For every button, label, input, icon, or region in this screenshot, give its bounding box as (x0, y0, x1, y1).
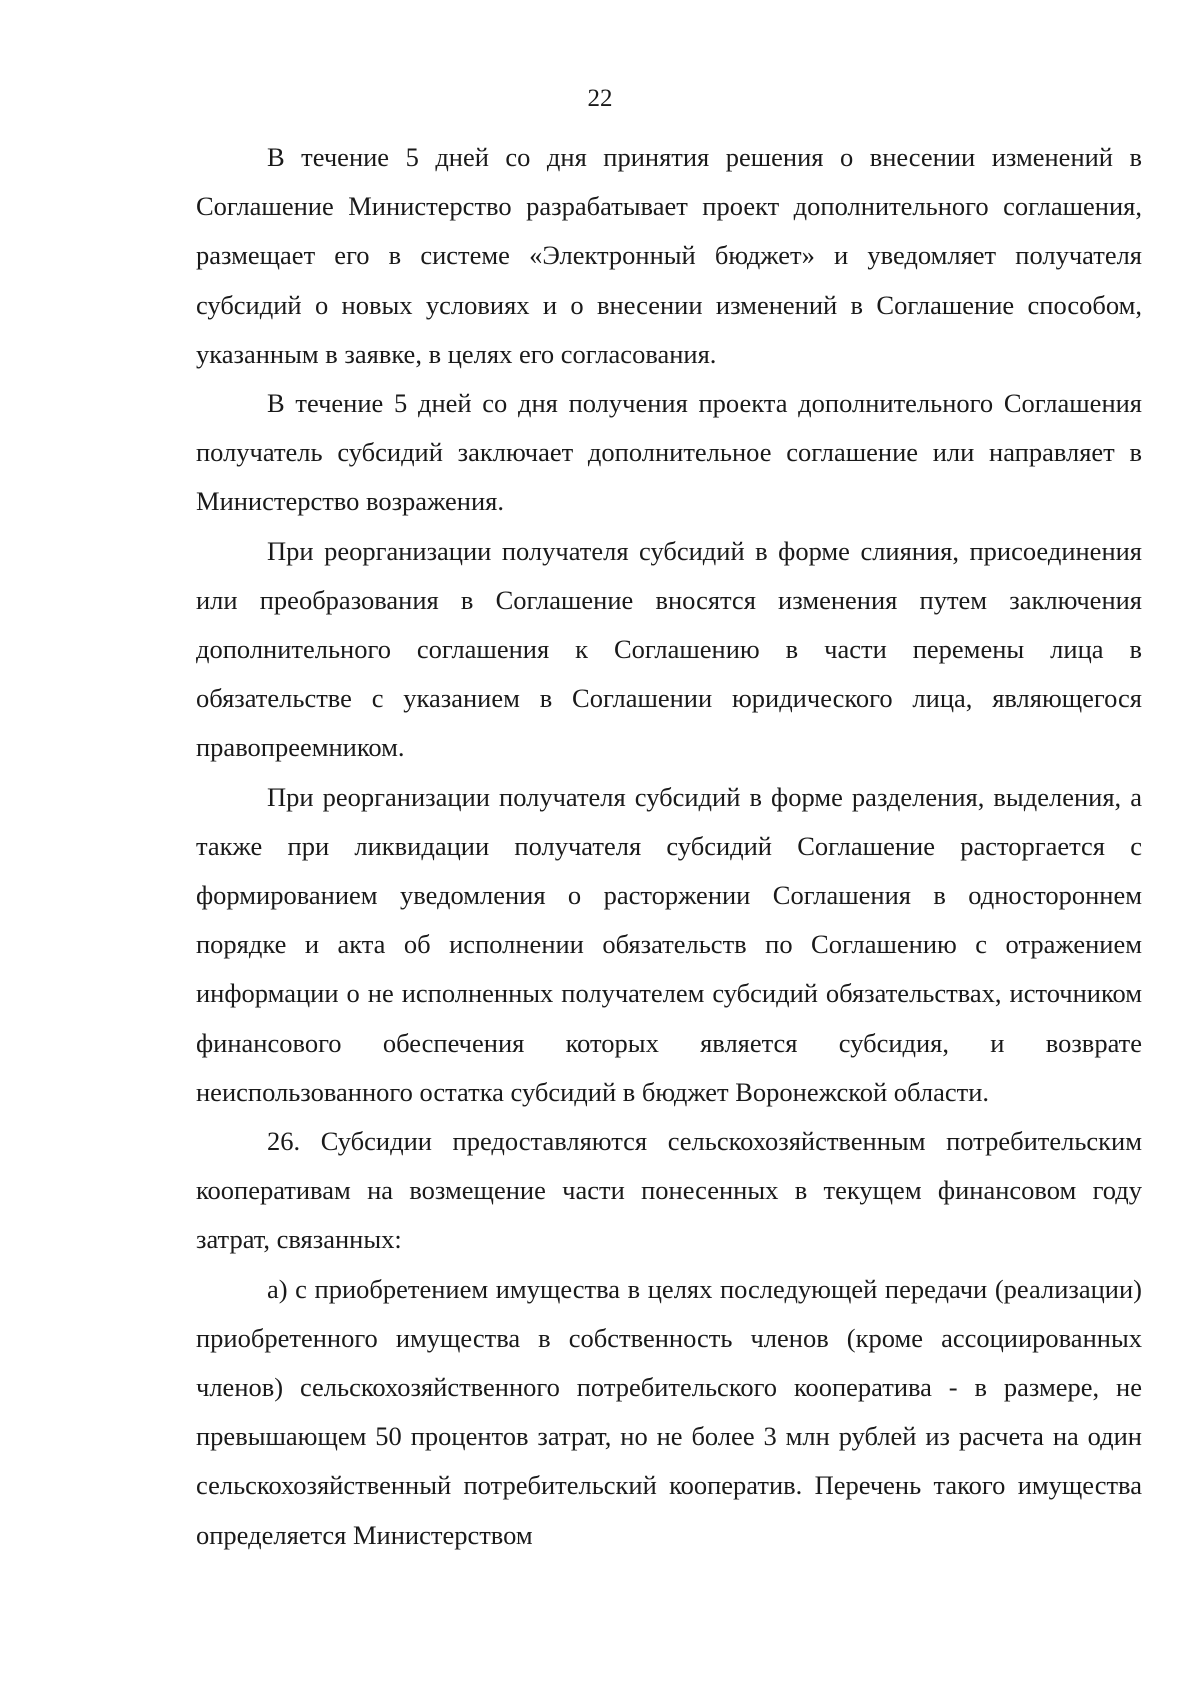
paragraph-reorganization-merger: При реорганизации получателя субсидий в форме слияния, присоединения или преобразования в Соглашение вносятся изменения путем заключения дополнительного соглашения к Соглашению в части перемены лица в обязательстве с указанием в Соглашении юридического лица, являющегося правопреемником. (196, 535, 1142, 763)
body-text (196, 133, 1142, 1560)
paragraph-additional-agreement: В течение 5 дней со дня получения проекта дополнительного Соглашения получатель субсидий заключает дополнительное соглашение или направляет в Министерство возражения. (196, 388, 1142, 517)
paragraph-reorganization-division: При реорганизации получателя субсидий в форме разделения, выделения, а также при ликвидации получателя субсидий Соглашение расторгается с формированием уведомления о расторжении Соглашения в одностороннем порядке и акта об исполнении обязательств по Соглашению с отражением информации о не исполненных получателем субсидий обязательствах, источником финансового обеспечения которых является субсидия, и возврате неиспользованного остатка субсидий в бюджет Воронежской области. (196, 781, 1142, 1107)
paragraph-item-26: 26. Субсидии предоставляются сельскохозяйственным потребительским кооперативам на возмещение части понесенных в текущем финансовом году затрат, связанных: (196, 1126, 1142, 1255)
paragraph-subitem-a: а) с приобретением имущества в целях последующей передачи (реализации) приобретенного имущества в собственность членов (кроме ассоциированных членов) сельскохозяйственного потребительского кооператива - в размере, не превышающем 50 процентов затрат, но не более 3 млн рублей из расчета на один сельскохозяйственный потребительский кооператив. Перечень такого имущества определяется Министерством (196, 1273, 1142, 1550)
page-number: 22 (587, 85, 613, 112)
paragraph-agreement-changes: В течение 5 дней со дня принятия решения о внесении изменений в Соглашение Министерство разрабатывает проект дополнительного соглашения, размещает его в системе «Электронный бюджет» и уведомляет получателя субсидий о новых условиях и о внесении изменений в Соглашение способом, указанным в заявке, в целях его согласования. (196, 142, 1142, 369)
